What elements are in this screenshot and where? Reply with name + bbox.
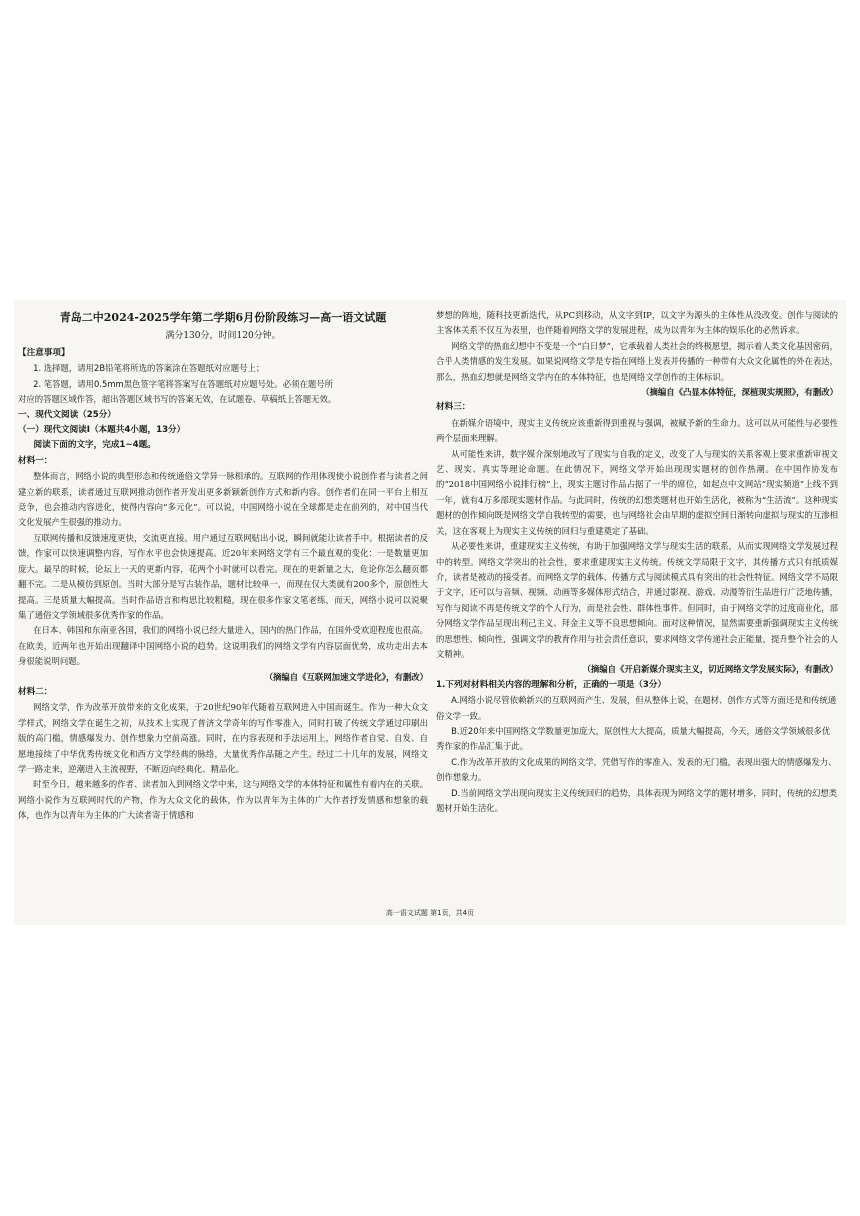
question-1: 1.下列对材料相关内容的理解和分析，正确的一项是（3分） xyxy=(436,679,667,690)
material-1-label: 材料一： xyxy=(18,455,53,466)
left-column xyxy=(18,300,428,824)
option-a: A.网络小说尽管依赖新兴的互联网而产生、发展，但从整体上说，在题材、创作方式等方面还是和传统通俗文学一致。 xyxy=(436,695,837,721)
material-2-para-2-cont: 梦想的阵地，随科技更新迭代，从PC到移动，从文字到IP，以文字为源头的主体性从没改变。创作与阅读的主客体关系不仅互为表里，也伴随着网络文学的发展进程，成为以青年为主体的娱乐化的必然诉求。 xyxy=(436,310,838,336)
material-2-para-1: 网络文学，作为改革开放带来的文化成果，于20世纪90年代随着互联网进入中国而诞生。作为一种大众文学样式，网络文学在诞生之初，从技术上实现了普济文学奇年的写作零准入，同时打破了传统文学通过印刷出版的高门槛，情感爆发力、创作想象力空前高涨。同时，在内容表现和手法运用上，网络作者自觉、自发、自愿地接续了中华优秀传统文化和西方文学经典的脉络，大量优秀作品随之产生。经过二十几年的发展，网络文学一路走来，逆潮进入主流视野，不断迈向经典化、精品化。 xyxy=(18,702,428,774)
notes-heading: 【注意事项】 xyxy=(18,348,70,358)
page-footer: 高一语文试题 第1页，共4页 xyxy=(385,909,475,917)
note-1: 1. 选择题，请用2B铅笔将所选的答案涂在答题纸对应题号上； xyxy=(33,363,265,374)
material-2-para-3: 网络文学的热血幻想中不变是一个“白日梦”，它承载着人类社会的终极愿望，揭示着人类文化基因密码，合乎人类情感的发生发展。如果说网络文学是专指在网络上发表并传播的一种带有大众文化属性的外在表达，那么，热血幻想就是网络文学内在的本体特征，也是网络文学创作的主体标识。 xyxy=(436,340,838,382)
material-3-para-2: 从可能性来讲，数字媒介深刻地改写了现实与自我的定义，改变了人与现实的关系客观上要求重新审视文艺、现实、真实等理论命题。在此情况下，网络文学开始出现现实题材的创作热潮。在中国作协发布的“2018中国网络小说排行榜”上，现实主题讨作品占据了一半的席位，如起点中文网站“现实频道”上线不到一年，就有4万多部现实题材作品。与此同时，传统的幻想类题材也开始生活化，被称为“生活流”。这种现实题材的创作倾向既是网络文学自我转型的需要，也与网络社会由早期的虚拟空间日渐转向虚拟与现实的互渗相关，这在客观上为现实主义传统的回归与重建奠定了基础。 xyxy=(436,448,838,536)
material-1-para-3: 在日本、韩国和东南亚各国，我们的网络小说已经大量进入，国内的热门作品，在国外受欢迎程度也很高。在欧美，近两年也开始出现翻译中国网络小说的趋势。这说明我们的网络文学有内容层面优势，成功走出去本身很能说明问题。 xyxy=(18,625,428,667)
option-b: B.近20年来中国网络文学数量更加庞大，原创性大大提高，质量大幅提高，今天，通俗文学领域很多优秀作家的作品汇集于此。 xyxy=(436,725,831,752)
exam-sheet xyxy=(14,300,846,925)
right-column xyxy=(436,300,838,816)
subsection-heading: （一）现代文阅读I（本题共4小题，13分） xyxy=(18,425,186,436)
material-3-label: 材料三： xyxy=(436,402,471,413)
reading-instruction: 阅读下面的文字，完成1~4题。 xyxy=(33,440,156,451)
material-3-para-3: 从必要性来讲，重建现实主义传统，有助于加强网络文学与现实生活的联系，从而实现网络文学发展过程中的转型。网络文学突出的社会性，要求重建现实主义传统。传统文学局限于文字，其传播方式只有纸质媒介，读者是被动的接受者。而网络文学的载体、传播方式与阅读模式具有突出的社会性特征。网络文学不局限于文字，还可以与音频、视频、动画等多媒体形式结合，并通过影视、游戏、动漫等衍生品进行广泛地传播，写作与阅读不再是传统文学的个人行为，而是社会性、群体性事件。但同时，由于网络文学的过度商业化，部分网络文学作品呈现出利己主义、拜金主义等不良思想倾向。面对这种情况，显然需要重新强调现实主义传统的思想性、倾向性，强调文学的教育作用与社会责任意识，要求网络文学传递社会正能量，提升整个社会的人文精神。 xyxy=(436,541,838,659)
note-2: 2. 笔答题，请用0.5mm黑色签字笔将答案写在答题纸对应题号处。必须在题号所 xyxy=(33,378,334,389)
material-3-para-1: 在新媒介语境中，现实主义传统应该重新得到重视与强调，被赋予新的生命力。这可以从可能性与必要性两个层面来理解。 xyxy=(436,417,838,444)
material-2-source: （摘编自《凸显本体特征，深植现实规照》，有删改） xyxy=(641,387,838,398)
note-3: 对应的答题区域作答，超出答题区域书写的答案无效，在试题卷、草稿纸上答题无效。 xyxy=(18,394,337,405)
option-c: C.作为改革开放的文化成果的网络文学，凭借写作的零准入、发表的无门槛，表现出强大的情感爆发力、创作想象力。 xyxy=(436,756,837,783)
section-heading: 一、现代文阅读（25分） xyxy=(18,409,116,420)
material-1-source: （摘编自《互联网加速文学进化》，有删改） xyxy=(264,671,428,682)
material-1-para-1: 整体而言，网络小说的典型形态和传统通俗文学异一脉相承的。互联网的作用体现使小说创作者与读者之间建立新的联系，读者通过互联网推动创作者开发出更多新颖新创作方式和新内容。创作者们在同一平台上相互竞争，也会推动内容进化，使得内容向“多元化”。可以说，中国网络小说在全球都是走在前列的，对中国当代文化发展产生很强的推动力。 xyxy=(18,471,428,528)
exam-title: 青岛二中2024-2025学年第二学期6月份阶段练习—高一语文试题 xyxy=(59,311,387,324)
material-3-source: （摘编自《开启新媒介现实主义，切近网络文学发展实际》，有删改） xyxy=(582,664,838,675)
option-d: D.当前网络文学出现向现实主义传统回归的趋势，具体表现为网络文学的题材增多，同时，传统的幻想类题材开始生活化。 xyxy=(436,787,838,813)
material-2-para-2: 时至今日，越来越多的作者、读者加入到网络文学中来，这与网络文学的本体特征和属性有着内在的关联。网络小说作为互联网时代的产物，作为大众文化的载体，作为以青年为主体的广大作者抒发情感和想象的载体，也作为以青年为主体的广大读者寄于情感和 xyxy=(18,779,428,821)
material-1-para-2: 互联网传播和反馈速度更快，交流更直接。用户通过互联网贴出小说，瞬间就能让读者手中。根据读者的反馈，作家可以快速调整内容，写作水平也会快速提高。近20年来网络文学有三个最直观的变化：一是数量更加庞大。最早的时候，论坛上一天的更新内容，花两个小时就可以看完。现在的更新量之大，危论你怎么翻页都翻不完。二是从模仿到原创。当时大部分是写古装作品，题材比较单一，而现在仅大类就有200多个，原创性大提高。三是质量大幅提高。当时作品语言和构思比较粗糙，现在很多作家文笔老练，而天，网络小说可以说聚集了通俗文学领域很多优秀作家的作品。 xyxy=(18,532,428,620)
material-2-label: 材料二： xyxy=(18,686,53,697)
score-time: 满分130分，时间120分钟。 xyxy=(165,331,281,341)
